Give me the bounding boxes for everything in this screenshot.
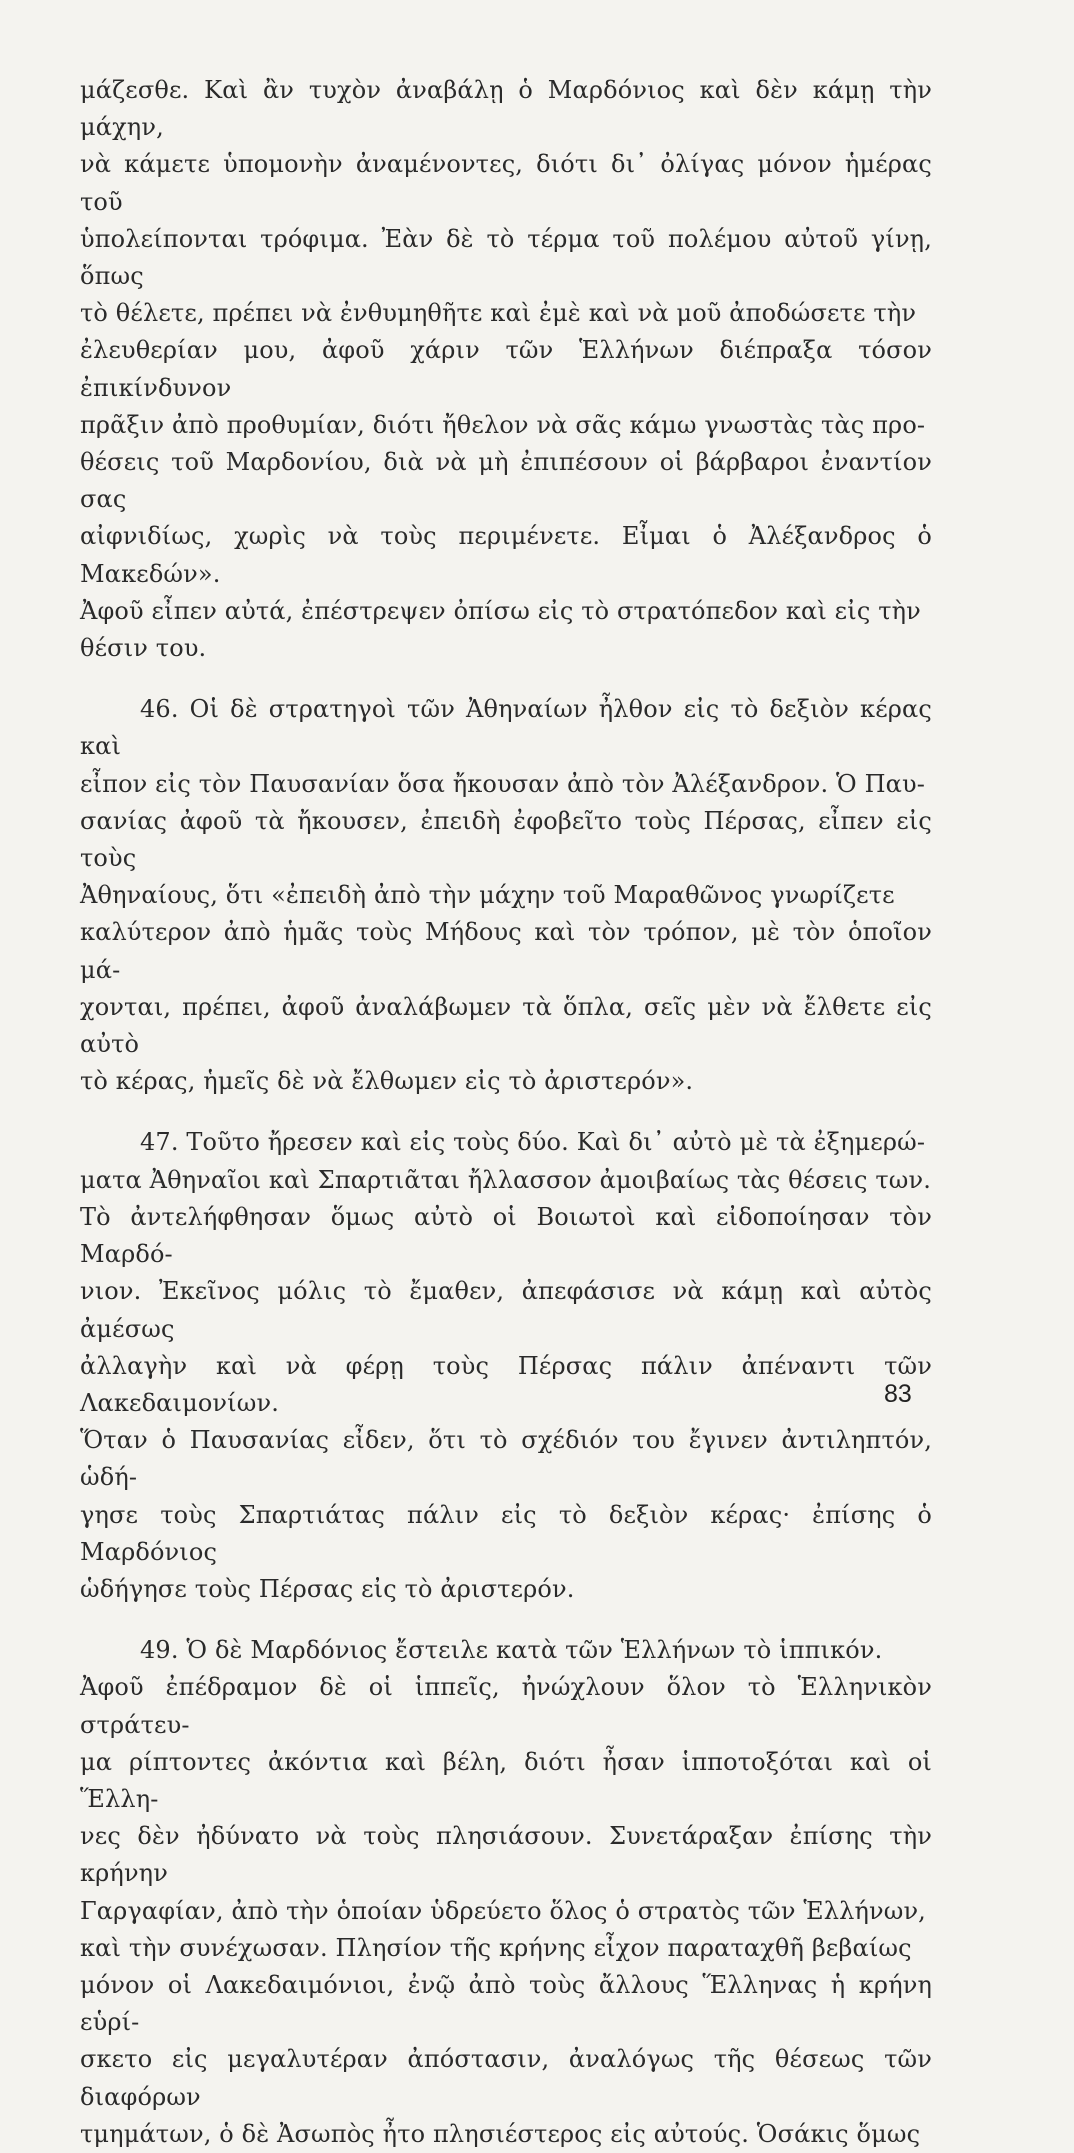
text-line: τὸ κέρας, ἡμεῖς δὲ νὰ ἔλθωμεν εἰς τὸ ἀριστερόν». (80, 1067, 694, 1096)
text-line: χονται, πρέπει, ἀφοῦ ἀναλάβωμεν τὰ ὅπλα, σεῖς μὲν νὰ ἔλθετε εἰς αὐτὸ (80, 992, 932, 1059)
text-line: καὶ τὴν συνέχωσαν. Πλησίον τῆς κρήνης εἶχον παραταχθῆ βεβαίως (80, 1933, 912, 1962)
text-line: θέσιν του. (80, 634, 207, 663)
text-line: 46. Οἱ δὲ στρατηγοὶ τῶν Ἀθηναίων ἦλθον εἰς τὸ δεξιὸν κέρας καὶ (80, 695, 932, 761)
paragraph-continuation (80, 72, 932, 667)
text-line: πρᾶξιν ἀπὸ προθυμίαν, διότι ἤθελον νὰ σᾶς κάμω γνωστὰς τὰς προ- (80, 410, 926, 439)
text-line: εἶπον εἰς τὸν Παυσανίαν ὅσα ἤκουσαν ἀπὸ τὸν Ἀλέξανδρον. Ὁ Παυ- (80, 769, 926, 798)
text-line: σκετο εἰς μεγαλυτέραν ἀπόστασιν, ἀναλόγως τῆς θέσεως τῶν διαφόρων (80, 2045, 932, 2111)
text-line: 49. Ὁ δὲ Μαρδόνιος ἔστειλε κατὰ τῶν Ἑλλήνων τὸ ἱππικόν. (140, 1636, 883, 1665)
text-line: ἀλλαγὴν καὶ νὰ φέρῃ τοὺς Πέρσας πάλιν ἀπέναντι τῶν Λακεδαιμονίων. (80, 1351, 932, 1417)
text-line: νιον. Ἐκεῖνος μόλις τὸ ἔμαθεν, ἀπεφάσισε νὰ κάμῃ καὶ αὐτὸς ἀμέσως (80, 1277, 932, 1343)
paragraph-46 (80, 691, 932, 1100)
text-line: ὑπολείπονται τρόφιμα. Ἐὰν δὲ τὸ τέρμα τοῦ πολέμου αὐτοῦ γίνῃ, ὅπως (80, 224, 932, 291)
text-line: τὸ θέλετε, πρέπει νὰ ἐνθυμηθῆτε καὶ ἐμὲ καὶ νὰ μοῦ ἀποδώσετε τὴν (80, 299, 917, 328)
page-number: 83 (884, 1380, 912, 1408)
text-line: Ἀφοῦ εἶπεν αὐτά, ἐπέστρεψεν ὀπίσω εἰς τὸ στρατόπεδον καὶ εἰς τὴν (80, 596, 921, 625)
text-line: Ἀθηναίους, ὅτι «ἐπειδὴ ἀπὸ τὴν μάχην τοῦ Μαραθῶνος γνωρίζετε (80, 881, 895, 910)
page-body (80, 72, 932, 2153)
text-line: καλύτερον ἀπὸ ἡμᾶς τοὺς Μήδους καὶ τὸν τρόπον, μὲ τὸν ὁποῖον μά- (80, 918, 932, 984)
text-line: μάζεσθε. Καὶ ἂν τυχὸν ἀναβάλῃ ὁ Μαρδόνιος καὶ δὲν κάμῃ τὴν μάχην, (80, 76, 932, 142)
text-line: θέσεις τοῦ Μαρδονίου, διὰ νὰ μὴ ἐπιπέσουν οἱ βάρβαροι ἐναντίον σας (80, 448, 932, 514)
text-line: μόνον οἱ Λακεδαιμόνιοι, ἐνῷ ἀπὸ τοὺς ἄλλους Ἕλληνας ἡ κρήνη εὑρί- (80, 1970, 932, 2037)
text-line: Γαργαφίαν, ἀπὸ τὴν ὁποίαν ὑδρεύετο ὅλος ὁ στρατὸς τῶν Ἑλλήνων, (80, 1896, 926, 1925)
text-line: ἐλευθερίαν μου, ἀφοῦ χάριν τῶν Ἑλλήνων διέπραξα τόσον ἐπικίνδυνον (80, 336, 932, 402)
text-line: 47. Τοῦτο ἤρεσεν καὶ εἰς τοὺς δύο. Καὶ δι᾽ αὐτὸ μὲ τὰ ἐξημερώ- (140, 1128, 926, 1157)
text-line: νὰ κάμετε ὑπομονὴν ἀναμένοντες, διότι δι᾽ ὀλίγας μόνον ἡμέρας τοῦ (80, 150, 932, 216)
text-line: ὡδήγησε τοὺς Πέρσας εἰς τὸ ἀριστερόν. (80, 1574, 575, 1603)
text-line: τμημάτων, ὁ δὲ Ἀσωπὸς ἦτο πλησιέστερος εἰς αὐτούς. Ὁσάκις ὅμως (80, 2119, 921, 2148)
text-line: Τὸ ἀντελήφθησαν ὅμως αὐτὸ οἱ Βοιωτοὶ καὶ εἰδοποίησαν τὸν Μαρδό- (80, 1202, 932, 1269)
text-line: νες δὲν ἠδύνατο νὰ τοὺς πλησιάσουν. Συνετάραξαν ἐπίσης τὴν κρήνην (80, 1822, 932, 1888)
text-line: αἰφνιδίως, χωρὶς νὰ τοὺς περιμένετε. Εἶμαι ὁ Ἀλέξανδρος ὁ Μακεδών». (80, 522, 932, 588)
text-line: γησε τοὺς Σπαρτιάτας πάλιν εἰς τὸ δεξιὸν κέρας· ἐπίσης ὁ Μαρδόνιος (80, 1500, 932, 1566)
paragraph-49 (80, 1632, 932, 2153)
text-line: μα ρίπτοντες ἀκόντια καὶ βέλη, διότι ἦσαν ἱπποτοξόται καὶ οἱ Ἕλλη- (80, 1747, 932, 1813)
text-line: Ὅταν ὁ Παυσανίας εἶδεν, ὅτι τὸ σχέδιόν του ἔγινεν ἀντιληπτόν, ὡδή- (80, 1426, 932, 1492)
text-line: ματα Ἀθηναῖοι καὶ Σπαρτιᾶται ἤλλασσον ἀμοιβαίως τὰς θέσεις των. (80, 1165, 931, 1194)
paragraph-47 (80, 1124, 932, 1608)
text-line: Ἀφοῦ ἐπέδραμον δὲ οἱ ἱππεῖς, ἠνώχλουν ὅλον τὸ Ἑλληνικὸν στράτευ- (80, 1673, 932, 1739)
text-line: σανίας ἀφοῦ τὰ ἤκουσεν, ἐπειδὴ ἐφοβεῖτο τοὺς Πέρσας, εἶπεν εἰς τοὺς (80, 806, 932, 873)
